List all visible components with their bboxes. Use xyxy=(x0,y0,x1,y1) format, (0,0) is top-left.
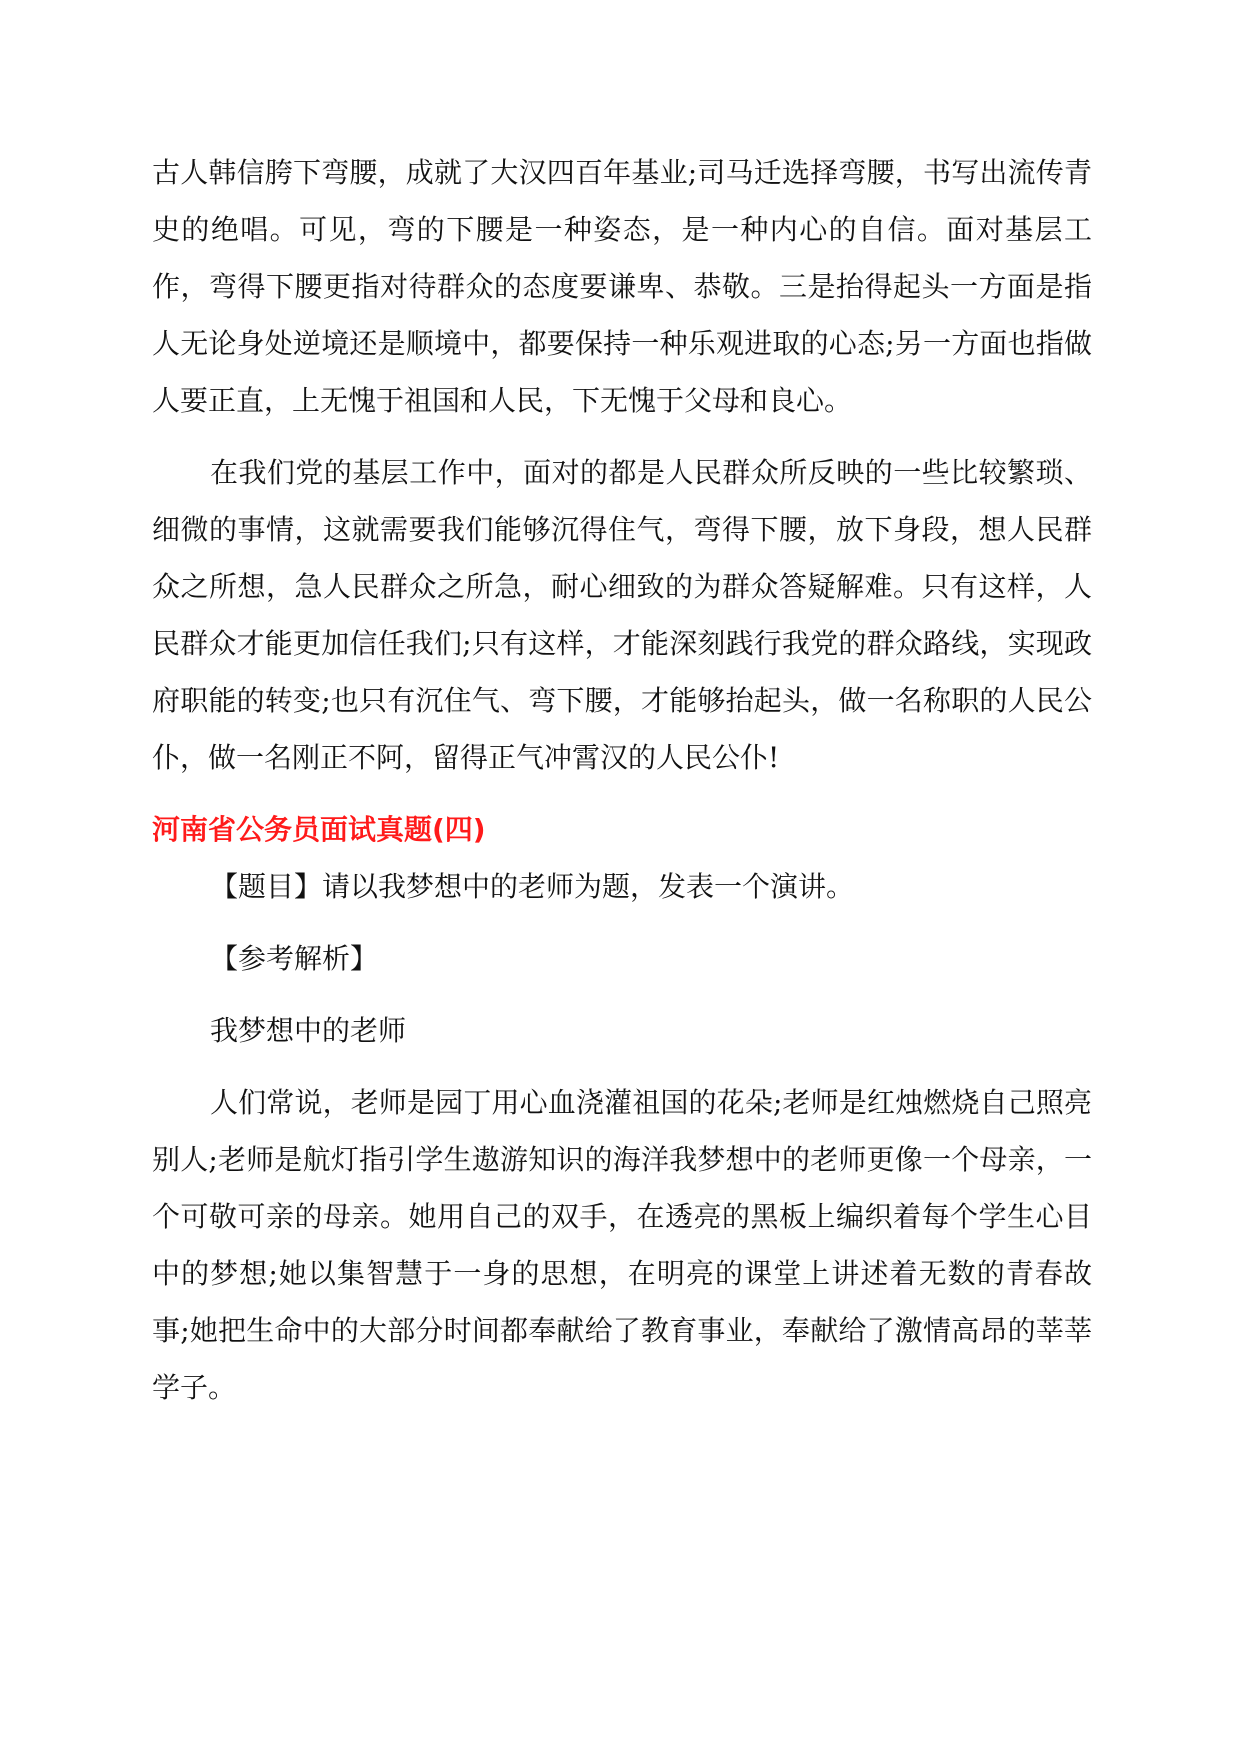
continued-paragraph: 古人韩信胯下弯腰，成就了大汉四百年基业;司马迁选择弯腰，书写出流传青史的绝唱。可见，弯的下腰是一种姿态，是一种内心的自信。面对基层工作，弯得下腰更指对待群众的态度要谦卑、恭敬。三是抬得起头一方面是指人无论身处逆境还是顺境中，都要保持一种乐观进取的心态;另一方面也指做人要正直，上无愧于祖国和人民，下无愧于父母和良心。 xyxy=(152,156,1092,417)
body-paragraph: 在我们党的基层工作中，面对的都是人民群众所反映的一些比较繁琐、细微的事情，这就需要我们能够沉得住气，弯得下腰，放下身段，想人民群众之所想，急人民群众之所急，耐心细致的为群众答疑解难。只有这样，人民群众才能更加信任我们;只有这样，才能深刻践行我党的群众路线，实现政府职能的转变;也只有沉住气、弯下腰，才能够抬起头，做一名称职的人民公仆，做一名刚正不阿，留得正气冲霄汉的人民公仆! xyxy=(152,456,1092,774)
section-heading: 河南省公务员面试真题(四) xyxy=(152,813,486,846)
speech-body-paragraph: 人们常说，老师是园丁用心血浇灌祖国的花朵;老师是红烛燃烧自己照亮别人;老师是航灯指引学生遨游知识的海洋我梦想中的老师更像一个母亲，一个可敬可亲的母亲。她用自己的双手，在透亮的黑板上编织着每个学生心目中的梦想;她以集智慧于一身的思想，在明亮的课堂上讲述着无数的青春故事;她把生命中的大部分时间都奉献给了教育事业，奉献给了激情高昂的莘莘学子。 xyxy=(152,1086,1092,1404)
question-paragraph: 【题目】请以我梦想中的老师为题，发表一个演讲。 xyxy=(210,870,855,903)
document-body xyxy=(152,144,1092,1416)
speech-title: 我梦想中的老师 xyxy=(210,1014,407,1047)
analysis-label: 【参考解析】 xyxy=(210,942,379,975)
